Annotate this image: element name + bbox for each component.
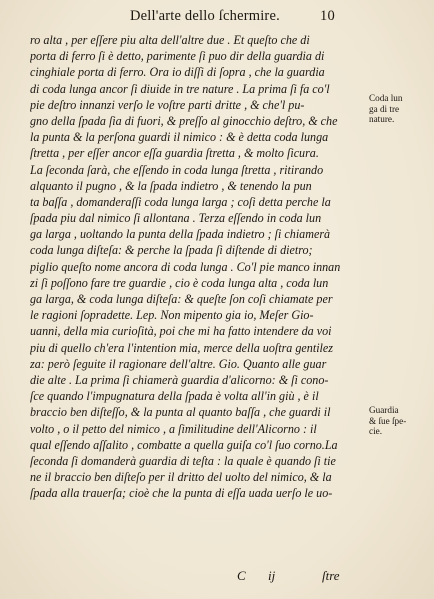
text-line: qual eſſendo aſſalito , combatte a quella guiſa co'l ſuo corno.La <box>30 437 338 452</box>
text-line: braccio ben diſteſſo, & la punta al quanto baſſa , che guardi il <box>30 405 331 420</box>
margin-note-line: & ſue ſpe- <box>369 415 407 426</box>
page-number: 10 <box>320 8 335 24</box>
text-line: ſpada alla trauerſa; cioè che la punta di eſſa uada uerſo le uo- <box>30 486 333 501</box>
text-line: ſtretta , per eſſer ancor eſſa guardia ſtretta , & molto ſicura. <box>30 146 319 161</box>
text-line: ro alta , per eſſere piu alta dell'altre due . Et queſto che di <box>30 33 310 47</box>
margin-note-guardia <box>369 405 406 437</box>
text-line: alquanto il pugno , & la ſpada indietro , & tenendo la pun <box>30 178 312 193</box>
text-line: pie deſtro innanzi verſo le voſtre parti dritte , & che'l pu- <box>30 97 305 112</box>
text-line: za: però ſeguite il ragionare dell'altre. Gio. Quanto alle guar <box>30 356 327 371</box>
body-text <box>30 32 356 501</box>
text-line: porta di ferro ſi è detto, parimente ſi puo dir della guardia di <box>30 49 325 64</box>
text-line: die alte . La prima ſi chiamerà guardia d'alicorno: & ſi cono- <box>30 372 329 387</box>
text-line: zi ſi poſſono fare tre guardie , cio è coda lunga alta , coda lun <box>30 275 329 290</box>
text-line: gno della ſpada ſia di fuori, & preſſo al ginocchio deſtro, & che <box>30 113 338 128</box>
text-line: ta baſſa , domanderaſſi coda lunga larga ; coſi detta perche la <box>30 194 331 209</box>
margin-note-coda-lunga <box>369 93 402 125</box>
text-line: ne il braccio ben diſteſo per il dritto del uolto del nimico, & la <box>30 470 332 485</box>
text-line: di coda lunga ancor ſi diuide in tre nature . La prima ſi fa co'l <box>30 81 330 96</box>
text-line: piu di quello ch'era l'intention mia, merce della uoſtra gentilez <box>30 340 333 355</box>
text-line: volto , o il petto del nimico , a ſimilitudine dell'Alicorno : il <box>30 421 317 436</box>
text-line: ſeconda ſi domanderà guardia di teſta : la quale è quando ſi tie <box>30 453 336 468</box>
text-line: le ragioni ſopradette. Lep. Non mipento gia io, Meſer Gio- <box>30 308 314 323</box>
signature-leaf: ij <box>268 568 276 583</box>
margin-note-line: Guardia <box>369 405 399 415</box>
margin-note-line: cie. <box>369 426 383 436</box>
text-line: ga larga, & coda lunga diſteſa: & queſte ſon coſi chiamate per <box>30 292 333 306</box>
signature-mark: C <box>237 568 246 583</box>
text-line: uanni, della mia curioſità, poi che mi ha fatto intendere da voi <box>30 324 332 339</box>
text-line: cinghiale porta di ferro. Ora io diſſi di ſopra , che la guardia <box>30 65 325 80</box>
running-title: Dell'arte dello ſchermire. <box>130 8 280 24</box>
catchword: ſtre <box>322 568 340 583</box>
text-line: la punta & la perſona guardi il nimico : & è detta coda lunga <box>30 130 329 145</box>
margin-note-line: ga di tre <box>369 103 400 114</box>
text-line: ſpada piu dal nimico ſi allontana . Terza eſſendo in coda lun <box>30 211 322 226</box>
signature-line <box>30 568 356 586</box>
margin-note-line: Coda lun <box>369 93 403 103</box>
text-line: piglio queſto nome ancora di coda lunga . Co'l pie manco innan <box>30 259 341 274</box>
text-line: La ſeconda ſarà, che eſſendo in coda lunga ſtretta , ritirando <box>30 162 324 177</box>
text-line: coda lunga diſteſa: & perche la ſpada ſi diſtende di dietro; <box>30 243 313 258</box>
text-line: ga larga , uoltando la punta della ſpada indietro ; ſi chiamerà <box>30 227 331 242</box>
text-line: ſce quando l'impugnatura della ſpada è volta all'in giù , è il <box>30 389 319 404</box>
margin-note-line: nature. <box>369 114 395 124</box>
